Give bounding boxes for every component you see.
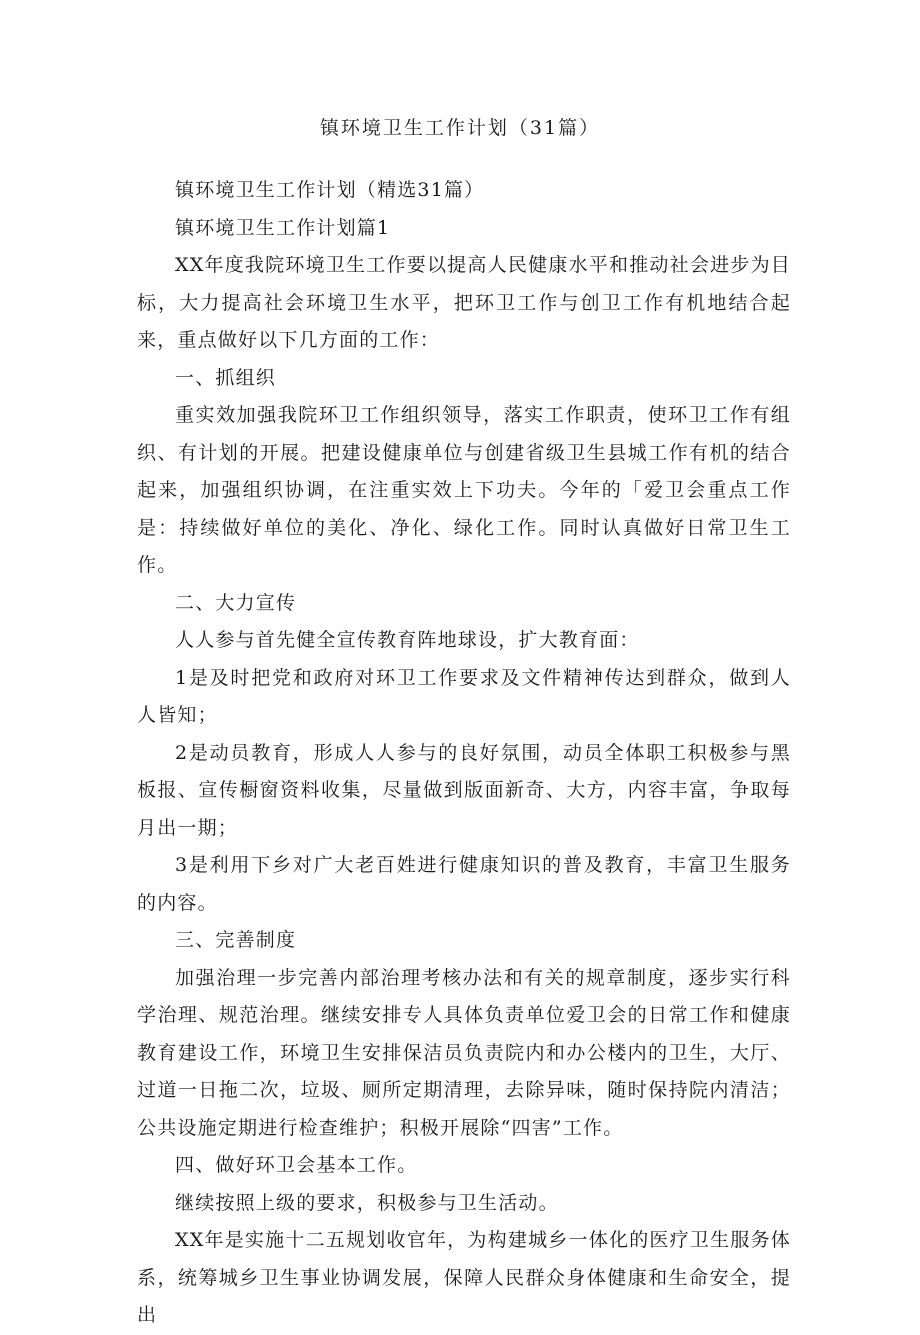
paragraph: 加强治理一步完善内部治理考核办法和有关的规章制度，逐步实行科学治理、规范治理。继续安排专人具体负责单位爱卫会的日常工作和健康教育建设工作，环境卫生安排保洁员负责院内和办公楼内的卫生，大厅、过道一日拖二次，垃圾、厕所定期清理，去除异味，随时保持院内清洁；公共设施定期进行检查维护；积极开展除“四害”工作。	[137, 966, 791, 1139]
list-item: 2是动员教育，形成人人参与的良好氛围，动员全体职工积极参与黑板报、宣传橱窗资料收集，尽量做到版面新奇、大方，内容丰富，争取每月出一期；	[137, 741, 791, 839]
paragraph: 人人参与首先健全宣传教育阵地球设，扩大教育面：	[175, 629, 640, 651]
list-item: 1是及时把党和政府对环卫工作要求及文件精神传达到群众，做到人人皆知；	[137, 666, 791, 726]
document-body	[137, 172, 791, 1335]
section-heading: 三、完善制度	[175, 929, 297, 951]
paragraph: 重实效加强我院环卫工作组织领导，落实工作职责，使环卫工作有组织、有计划的开展。把建设健康单位与创建省级卫生县城工作有机的结合起来，加强组织协调，在注重实效上下功夫。今年的「爱卫会重点工作是：持续做好单位的美化、净化、绿化工作。同时认真做好日常卫生工作。	[137, 404, 791, 576]
list-item: 3是利用下乡对广大老百姓进行健康知识的普及教育，丰富卫生服务的内容。	[137, 854, 791, 914]
section-heading: 二、大力宣传	[175, 591, 297, 614]
subtitle: 镇环境卫生工作计划（精选31篇）	[175, 179, 485, 201]
document-title: 镇环境卫生工作计划（31篇）	[319, 117, 601, 139]
section-heading: 一、抓组织	[175, 366, 277, 389]
section-heading: 镇环境卫生工作计划篇1	[175, 216, 391, 239]
section-heading: 四、做好环卫会基本工作。	[175, 1154, 418, 1176]
paragraph: XX年是实施十二五规划收官年，为构建城乡一体化的医疗卫生服务体系，统筹城乡卫生事业协调发展，保障人民群众身体健康和生命安全，提出	[137, 1229, 791, 1326]
paragraph: 继续按照上级的要求，积极参与卫生活动。	[175, 1191, 559, 1214]
paragraph: XX年度我院环境卫生工作要以提高人民健康水平和推动社会进步为目标，大力提高社会环境卫生水平，把环卫工作与创卫工作有机地结合起来，重点做好以下几方面的工作：	[137, 254, 791, 351]
